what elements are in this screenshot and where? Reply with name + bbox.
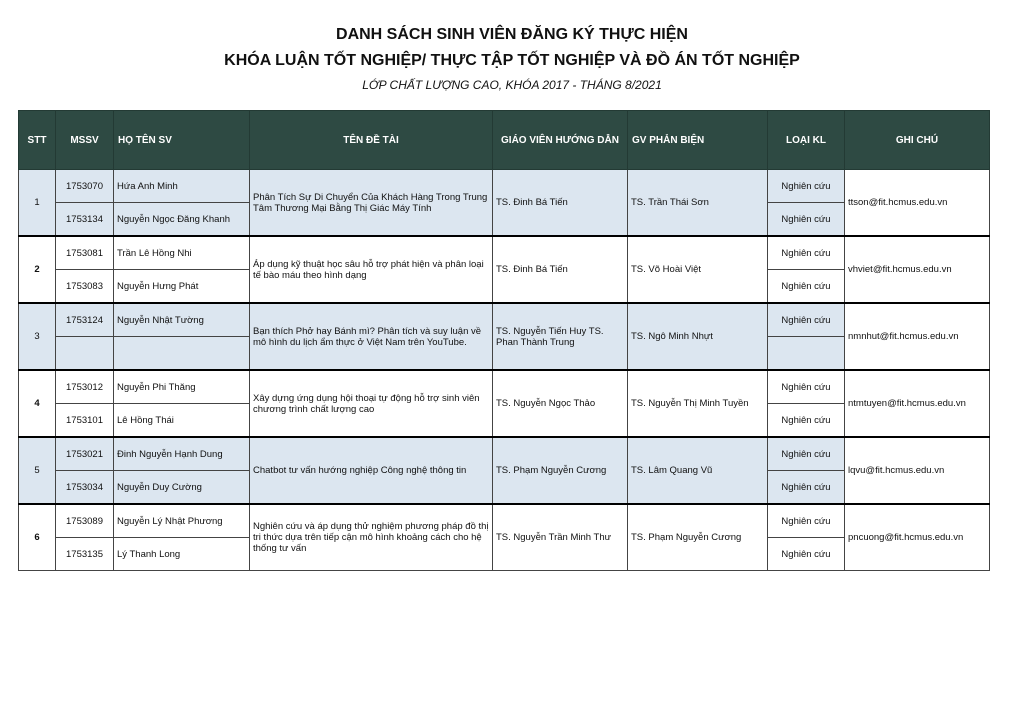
- cell-reviewer: TS. Ngô Minh Nhựt: [628, 303, 768, 370]
- header-reviewer: GV PHẢN BIỆN: [628, 111, 768, 170]
- header-advisor: GIÁO VIÊN HƯỚNG DẪN: [493, 111, 628, 170]
- cell-note: ntmtuyen@fit.hcmus.edu.vn: [845, 370, 990, 437]
- cell-type: Nghiên cứu: [768, 538, 845, 571]
- cell-type: Nghiên cứu: [768, 203, 845, 237]
- cell-advisor: TS. Nguyễn Tiến Huy TS. Phan Thành Trung: [493, 303, 628, 370]
- cell-name: Nguyễn Nhật Tường: [114, 303, 250, 337]
- cell-name: Hứa Anh Minh: [114, 170, 250, 203]
- cell-type: Nghiên cứu: [768, 236, 845, 270]
- cell-stt: 2: [19, 236, 56, 303]
- cell-name: Nguyễn Hưng Phát: [114, 270, 250, 304]
- cell-type: Nghiên cứu: [768, 504, 845, 538]
- cell-topic: Xây dựng ứng dụng hội thoại tự động hỗ trợ sinh viên chương trình chất lượng cao: [250, 370, 493, 437]
- cell-name: [114, 337, 250, 371]
- cell-name: Lý Thanh Long: [114, 538, 250, 571]
- cell-note: pncuong@fit.hcmus.edu.vn: [845, 504, 990, 571]
- cell-stt: 6: [19, 504, 56, 571]
- cell-note: nmnhut@fit.hcmus.edu.vn: [845, 303, 990, 370]
- table-row: [19, 437, 990, 471]
- header-topic: TÊN ĐỀ TÀI: [250, 111, 493, 170]
- cell-topic: Nghiên cứu và áp dụng thử nghiệm phương pháp đồ thị tri thức dựa trên tiếp cận mô hình khoảng cách cho hệ thống tư vấn: [250, 504, 493, 571]
- table-row: [19, 303, 990, 337]
- cell-advisor: TS. Đinh Bá Tiến: [493, 170, 628, 237]
- title-line-2: KHÓA LUẬN TỐT NGHIỆP/ THỰC TẬP TỐT NGHIỆP VÀ ĐỒ ÁN TỐT NGHIỆP: [224, 52, 800, 69]
- cell-type: Nghiên cứu: [768, 270, 845, 304]
- cell-mssv: 1753134: [56, 203, 114, 237]
- table-header-row: [19, 111, 990, 170]
- cell-mssv: 1753081: [56, 236, 114, 270]
- cell-stt: 4: [19, 370, 56, 437]
- cell-mssv: [56, 337, 114, 371]
- title-line-3: LỚP CHẤT LƯỢNG CAO, KHÓA 2017 - THÁNG 8/2021: [362, 78, 662, 92]
- student-table: [18, 110, 990, 571]
- cell-name: Nguyễn Duy Cường: [114, 471, 250, 505]
- cell-mssv: 1753089: [56, 504, 114, 538]
- cell-mssv: 1753124: [56, 303, 114, 337]
- cell-mssv: 1753101: [56, 404, 114, 438]
- cell-reviewer: TS. Lâm Quang Vũ: [628, 437, 768, 504]
- cell-name: Nguyễn Phi Thăng: [114, 370, 250, 404]
- header-name: HỌ TÊN SV: [114, 111, 250, 170]
- header-mssv: MSSV: [56, 111, 114, 170]
- cell-advisor: TS. Phạm Nguyễn Cương: [493, 437, 628, 504]
- cell-name: Trần Lê Hồng Nhi: [114, 236, 250, 270]
- cell-type: Nghiên cứu: [768, 303, 845, 337]
- cell-reviewer: TS. Võ Hoài Việt: [628, 236, 768, 303]
- cell-mssv: 1753034: [56, 471, 114, 505]
- cell-name: Nguyễn Lý Nhật Phương: [114, 504, 250, 538]
- cell-type: [768, 337, 845, 371]
- cell-note: vhviet@fit.hcmus.edu.vn: [845, 236, 990, 303]
- cell-stt: 5: [19, 437, 56, 504]
- cell-reviewer: TS. Nguyễn Thị Minh Tuyền: [628, 370, 768, 437]
- cell-stt: 3: [19, 303, 56, 370]
- header-type: LOẠI KL: [768, 111, 845, 170]
- cell-type: Nghiên cứu: [768, 170, 845, 203]
- cell-type: Nghiên cứu: [768, 437, 845, 471]
- cell-type: Nghiên cứu: [768, 471, 845, 505]
- header-stt: STT: [19, 111, 56, 170]
- cell-mssv: 1753070: [56, 170, 114, 203]
- cell-topic: Phân Tích Sự Di Chuyển Của Khách Hàng Trong Trung Tâm Thương Mại Bằng Thị Giác Máy Tính: [250, 170, 493, 237]
- cell-name: Nguyễn Ngọc Đăng Khanh: [114, 203, 250, 237]
- table-row: [19, 170, 990, 203]
- cell-reviewer: TS. Trần Thái Sơn: [628, 170, 768, 237]
- table-row: [19, 504, 990, 538]
- header-note: GHI CHÚ: [845, 111, 990, 170]
- cell-note: lqvu@fit.hcmus.edu.vn: [845, 437, 990, 504]
- cell-advisor: TS. Đinh Bá Tiến: [493, 236, 628, 303]
- cell-topic: Bạn thích Phở hay Bánh mì? Phân tích và suy luận về mô hình du lịch ẩm thực ở Việt Nam trên YouTube.: [250, 303, 493, 370]
- cell-reviewer: TS. Phạm Nguyễn Cương: [628, 504, 768, 571]
- cell-mssv: 1753012: [56, 370, 114, 404]
- table-row: [19, 236, 990, 270]
- cell-note: ttson@fit.hcmus.edu.vn: [845, 170, 990, 237]
- cell-topic: Áp dụng kỹ thuật học sâu hỗ trợ phát hiện và phân loại tế bào máu theo hình dạng: [250, 236, 493, 303]
- cell-name: Đinh Nguyễn Hạnh Dung: [114, 437, 250, 471]
- cell-type: Nghiên cứu: [768, 404, 845, 438]
- cell-advisor: TS. Nguyễn Ngọc Thảo: [493, 370, 628, 437]
- cell-name: Lê Hồng Thái: [114, 404, 250, 438]
- cell-stt: 1: [19, 170, 56, 237]
- cell-mssv: 1753135: [56, 538, 114, 571]
- cell-advisor: TS. Nguyễn Trần Minh Thư: [493, 504, 628, 571]
- title-line-1: DANH SÁCH SINH VIÊN ĐĂNG KÝ THỰC HIỆN: [336, 26, 688, 43]
- table-row: [19, 370, 990, 404]
- cell-topic: Chatbot tư vấn hướng nghiệp Công nghệ thông tin: [250, 437, 493, 504]
- cell-type: Nghiên cứu: [768, 370, 845, 404]
- cell-mssv: 1753021: [56, 437, 114, 471]
- cell-mssv: 1753083: [56, 270, 114, 304]
